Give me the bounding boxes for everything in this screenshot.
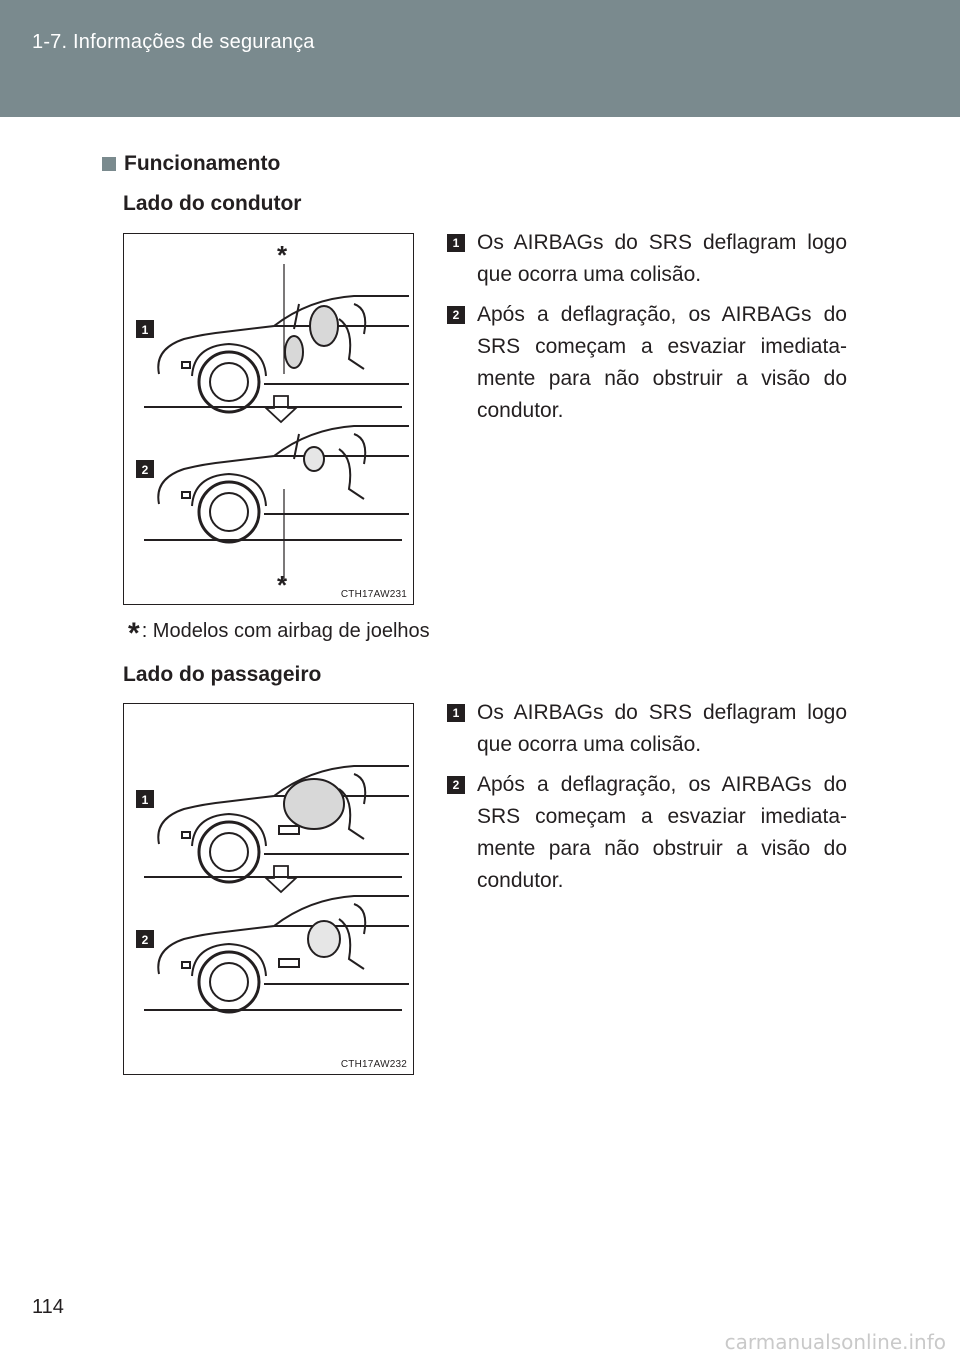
square-bullet-icon [102,157,116,171]
passenger-step-list [447,697,847,905]
svg-text:2: 2 [141,933,149,947]
step-text: Após a deflagração, os AIRBAGs do SRS começam a esvaziar imediata-mente para não obstruir a visão do condutor. [477,773,847,892]
knee-airbag-marker-top: * [277,240,288,270]
list-item [447,227,847,291]
passenger-airbag-drawing [124,704,412,1073]
footnote [128,617,430,651]
knee-airbag-marker-bottom: * [277,570,288,600]
page-header [0,0,960,117]
section-heading-text: Funcionamento [124,152,281,175]
driver-step-list [447,227,847,435]
step-badge: 1 [447,234,465,252]
figure-code: CTH17AW232 [340,1059,407,1070]
driver-airbag-drawing [124,234,412,603]
list-item [447,299,847,427]
svg-text:1: 1 [141,793,149,807]
figure-code: CTH17AW231 [340,589,407,600]
page-number: 114 [32,1296,64,1318]
passenger-side-heading: Lado do passageiro [123,663,322,686]
driver-airbag-illustration [123,233,414,605]
step-badge: 2 [447,776,465,794]
svg-text:2: 2 [141,463,149,477]
watermark: carmanualsonline.info [724,1330,946,1354]
driver-side-heading: Lado do condutor [123,192,302,215]
footnote-text: : Modelos com airbag de joelhos [141,620,430,642]
section-heading [102,152,280,176]
svg-text:1: 1 [141,323,149,337]
chapter-title: 1-7. Informações de segurança [32,31,315,53]
footnote-marker: * [128,617,140,650]
step-text: Os AIRBAGs do SRS deflagram logo que ocorra uma colisão. [477,701,847,756]
step-text: Após a deflagração, os AIRBAGs do SRS começam a esvaziar imediata-mente para não obstruir a visão do condutor. [477,303,847,422]
list-item [447,769,847,897]
step-badge: 1 [447,704,465,722]
step-text: Os AIRBAGs do SRS deflagram logo que ocorra uma colisão. [477,231,847,286]
step-badge: 2 [447,306,465,324]
passenger-airbag-illustration [123,703,414,1075]
list-item [447,697,847,761]
